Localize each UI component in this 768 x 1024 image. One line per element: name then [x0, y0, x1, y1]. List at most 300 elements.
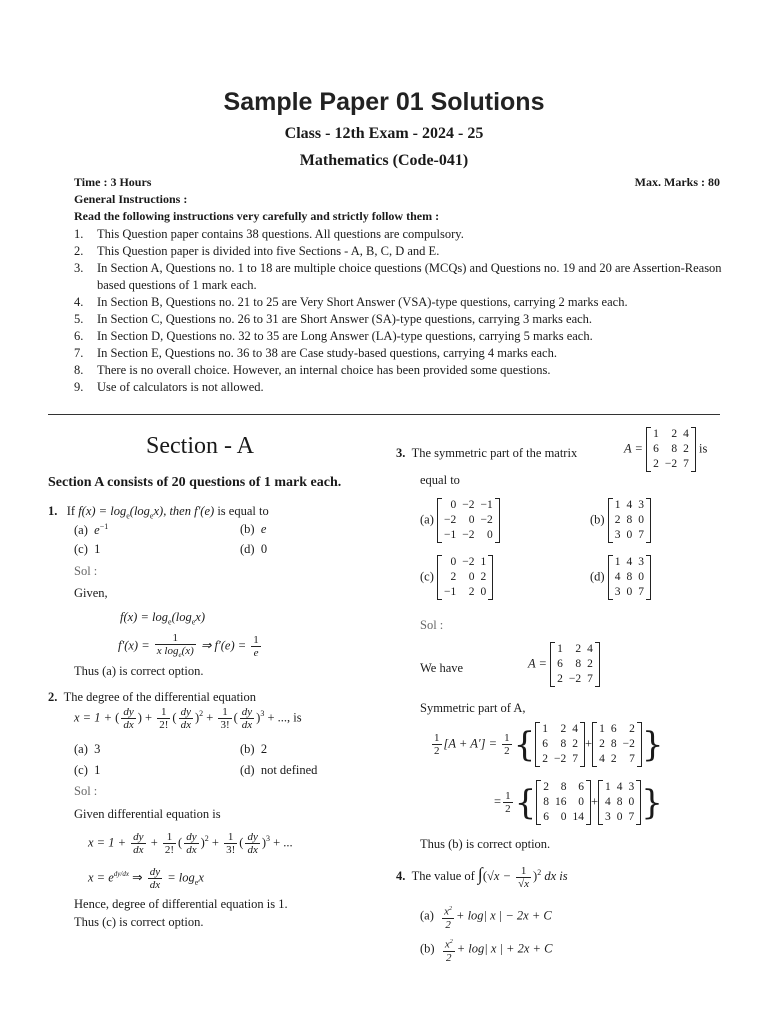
- q2-plus2: +: [206, 710, 214, 725]
- q2-e3-rhs2: x: [198, 870, 204, 885]
- matrix-cell: 8: [616, 796, 623, 808]
- q2-conclusion: Thus (c) is correct option.: [74, 915, 204, 929]
- matrix-cell: 3: [605, 811, 611, 823]
- matrix-cell: 1: [542, 723, 549, 735]
- matrix-cell: −2: [462, 499, 475, 511]
- q2-opt-b-label: (b): [240, 742, 255, 756]
- matrix-cell: 4: [572, 723, 579, 735]
- matrix-cell: 2: [572, 738, 579, 750]
- matrix-cell: 0: [468, 571, 475, 583]
- instruction-item: [74, 260, 724, 294]
- matrix-cell: 14: [572, 811, 584, 823]
- q2-eq-lhs: x = 1 +: [74, 710, 113, 725]
- q1-conclusion: Thus (a) is correct option.: [74, 664, 204, 678]
- q1-eq2-den-b: (x): [181, 645, 194, 657]
- q2-tail: + ..., is: [267, 710, 302, 725]
- matrix-cell: 3: [638, 499, 644, 511]
- matrix-cell: 2: [560, 723, 567, 735]
- matrix-table: [650, 427, 692, 472]
- q2-s-f5-d: dx: [247, 844, 258, 856]
- matrix-cell: 8: [560, 781, 567, 793]
- q1-opt-c-label: (c): [74, 542, 88, 556]
- q3-we-have: We have: [420, 661, 464, 675]
- q3-plus1: +: [585, 736, 593, 751]
- q3-symm: Symmetric part of A,: [420, 701, 526, 715]
- q2-opt-c-val: 1: [94, 763, 101, 777]
- q2-option-c: [74, 763, 100, 778]
- q3-matrix-A: [624, 427, 707, 472]
- instruction-number: 2.: [74, 244, 84, 258]
- matrix-cell: 1: [599, 723, 605, 735]
- q2-s-f3-d: dx: [186, 844, 197, 856]
- matrix-cell: 0: [560, 811, 567, 823]
- matrix-cell: −1: [444, 586, 457, 598]
- q2-f3-n: dy: [180, 706, 191, 718]
- instruction-text: This Question paper is divided into five Sections - A, B, C, D and E.: [97, 244, 440, 258]
- q1-text-a: If: [66, 504, 79, 518]
- q1-opt-a-val: e: [94, 523, 100, 538]
- matrix-cell: 0: [480, 586, 487, 598]
- q4-opt-b-den: 2: [446, 951, 452, 964]
- q2-cube: 3: [260, 709, 265, 719]
- matrix-cell: 8: [560, 738, 567, 750]
- matrix-cell: 7: [638, 586, 644, 598]
- q3-mat-d: [608, 555, 651, 600]
- matrix-cell: 2: [575, 643, 582, 655]
- q2-option-d: [240, 763, 317, 778]
- instruction-text: There is no overall choice. However, an internal choice has been provided some questions.: [97, 363, 551, 377]
- q4-opt-b-expr: + log| x | + 2x + C: [456, 941, 553, 956]
- q1-fx2: (log: [129, 504, 150, 518]
- q3-mat-A2: [535, 722, 585, 767]
- q2-s-lhs: x = 1 +: [88, 835, 127, 850]
- matrix-cell: 2: [653, 458, 659, 470]
- instruction-text: In Section E, Questions no. 36 to 38 are Case study-based questions, carrying 4 marks each.: [97, 346, 557, 360]
- subject-line: Mathematics (Code-041): [299, 152, 469, 169]
- matrix-cell: 4: [616, 781, 623, 793]
- matrix-cell: −2: [444, 514, 457, 526]
- q2-e3-base: e: [108, 870, 114, 885]
- q1-sol-label: Sol :: [74, 564, 98, 578]
- matrix-cell: 0: [626, 529, 633, 541]
- matrix-cell: 1: [480, 556, 487, 568]
- q1-eq2-den-a: x log: [156, 645, 179, 657]
- read-instructions-line: Read the following instructions very carefully and strictly follow them :: [74, 209, 440, 223]
- q3-opt-d-label: (d): [590, 569, 605, 584]
- instruction-number: 8.: [74, 363, 84, 377]
- q3-half1-d: 2: [434, 745, 440, 757]
- instruction-number: 3.: [74, 261, 84, 275]
- matrix-cell: 0: [450, 556, 457, 568]
- q4-opt-b-x: x: [444, 938, 450, 951]
- matrix-cell: 4: [683, 428, 689, 440]
- q3-equal-to: equal to: [420, 473, 460, 487]
- document-title: Sample Paper 01 Solutions: [223, 88, 545, 116]
- q2-opt-d-val: not defined: [260, 763, 318, 777]
- instruction-number: 5.: [74, 312, 84, 326]
- q2-s-cube: 3: [266, 834, 270, 844]
- q3-sol-eq2: [494, 780, 663, 825]
- q2-f2-d: 2!: [159, 719, 169, 731]
- matrix-cell: 8: [671, 443, 678, 455]
- instruction-number: 6.: [74, 329, 84, 343]
- matrix-cell: 0: [578, 796, 584, 808]
- q1-eq2: [118, 632, 263, 661]
- q3-mat-a: [437, 498, 500, 543]
- q1-eq2-den-sub: e: [178, 651, 182, 660]
- matrix-cell: 1: [614, 556, 621, 568]
- instruction-item: [74, 311, 724, 328]
- q2-f1-d: dx: [123, 719, 134, 731]
- q4-number: 4.: [396, 869, 406, 883]
- matrix-cell: 2: [480, 571, 487, 583]
- matrix-cell: −1: [480, 499, 493, 511]
- matrix-cell: 4: [605, 796, 611, 808]
- q4-opt-a-frac: [442, 903, 454, 931]
- q2-s-f3-n: dy: [186, 831, 197, 843]
- q3-brace-open: {: [513, 724, 536, 765]
- q3-half1: [432, 732, 442, 757]
- q4-question: 4. The value of ∫(√x − $\frac{1}{√x}$ )$^2$ dx is: [396, 864, 568, 890]
- q4-frac-n: 1: [516, 865, 531, 878]
- matrix-cell: 0: [616, 811, 623, 823]
- matrix-table: [539, 722, 581, 767]
- q1-eq2-den3: e: [253, 647, 259, 660]
- q3-sol-A-eq: A =: [528, 656, 547, 671]
- q1-fx: f(x) = log: [78, 504, 127, 518]
- q2-opt-a-label: (a): [74, 742, 88, 756]
- matrix-cell: 8: [543, 796, 549, 808]
- matrix-cell: 0: [468, 514, 475, 526]
- matrix-cell: 1: [605, 781, 611, 793]
- q3-brace-close2: }: [641, 782, 663, 823]
- q2-s-f4-n: 1: [224, 831, 237, 844]
- matrix-cell: 2: [543, 781, 549, 793]
- matrix-cell: 16: [554, 796, 567, 808]
- matrix-cell: −1: [444, 529, 457, 541]
- matrix-cell: 6: [578, 781, 584, 793]
- instruction-item: [74, 243, 724, 260]
- q1-given: Given,: [74, 586, 108, 600]
- q2-frac5: [240, 706, 254, 731]
- q3-half2-d: 2: [504, 745, 510, 757]
- q2-hence: Hence, degree of differential equation is 1.: [74, 897, 288, 911]
- q2-e3-f: [148, 866, 162, 891]
- q1-eq2-mid: ⇒ f′(e) =: [200, 638, 247, 653]
- q2-frac4: [218, 706, 231, 731]
- q3-sol-A-body: [550, 642, 600, 687]
- q3-half3-n: 1: [505, 790, 511, 802]
- matrix-cell: 4: [626, 499, 633, 511]
- q1-eq2-frac: [155, 632, 196, 661]
- q4-integral: ∫: [477, 864, 483, 884]
- q2-s-f4-d: 3!: [226, 844, 236, 856]
- instruction-item: [74, 294, 724, 311]
- q4-opt-a-label: (a): [420, 908, 434, 923]
- q3-eq: =: [494, 794, 502, 809]
- matrix-cell: 8: [626, 514, 633, 526]
- matrix-cell: 3: [638, 556, 644, 568]
- q1-option-b: [240, 522, 266, 537]
- instruction-number: 9.: [74, 380, 84, 394]
- q3-number: 3.: [396, 446, 406, 460]
- q2-option-a: [74, 742, 100, 757]
- q2-s-f2-d: 2!: [164, 844, 175, 856]
- matrix-cell: 4: [599, 753, 605, 765]
- instruction-text: In Section A, Questions no. 1 to 18 are multiple choice questions (MCQs) and Questions no. 19 and 20 are Assertion-Reason based questions of 1 mark each.: [97, 261, 722, 292]
- q1-sub-e: e: [126, 511, 130, 521]
- q2-e3-exp-n: dy: [113, 870, 121, 879]
- q3-half1-n: 1: [434, 732, 440, 744]
- matrix-cell: 2: [629, 723, 635, 735]
- instruction-number: 7.: [74, 346, 84, 360]
- matrix-cell: 3: [614, 586, 621, 598]
- q3-sol-eq1: [430, 722, 664, 767]
- q1-opt-d-val: 0: [260, 542, 268, 556]
- q2-sol-label: Sol :: [74, 784, 98, 798]
- q2-f5-d: dx: [241, 719, 253, 731]
- q2-f1-n: dy: [123, 706, 134, 718]
- instruction-text: This Question paper contains 38 questions. All questions are compulsory.: [97, 227, 464, 241]
- q3-is: is: [698, 441, 708, 456]
- q2-number: 2.: [48, 690, 58, 704]
- q2-s-f1-d: dx: [133, 844, 144, 856]
- q3-half2-n: 1: [504, 732, 510, 744]
- q3-mat-sum1: [536, 780, 591, 825]
- matrix-cell: 2: [450, 571, 457, 583]
- matrix-cell: 8: [610, 738, 617, 750]
- matrix-cell: 3: [628, 781, 635, 793]
- matrix-cell: 4: [614, 571, 621, 583]
- q1-eq1-c: x): [195, 610, 205, 624]
- q3-plus2: +: [590, 794, 599, 809]
- q2-option-b: [240, 742, 267, 757]
- q2-e3-sub: e: [194, 877, 199, 887]
- q3-brace-open2: {: [514, 782, 537, 823]
- q1-option-d: [240, 542, 267, 557]
- matrix-cell: 0: [628, 796, 635, 808]
- matrix-cell: 6: [543, 811, 549, 823]
- q1-opt-a-sup: −1: [99, 522, 109, 531]
- instruction-item: [74, 345, 724, 362]
- matrix-cell: 1: [653, 428, 659, 440]
- q2-sol-eq2: [88, 866, 204, 891]
- matrix-cell: −2: [462, 556, 475, 568]
- matrix-cell: 2: [587, 658, 593, 670]
- section-title: Section - A: [146, 433, 254, 459]
- instruction-text: In Section B, Questions no. 21 to 25 are Very Short Answer (VSA)-type questions, carrying 2 marks each.: [97, 295, 628, 309]
- q4-opt-b-frac: [443, 936, 455, 964]
- q2-s-sq: 2: [204, 834, 209, 844]
- q2-e3-lhs: x =: [88, 870, 106, 885]
- q1-eq1-sub: e: [168, 617, 172, 627]
- q3-mat-c: [437, 555, 493, 600]
- q1-eq1-b: (log: [171, 610, 192, 624]
- q1-number: 1.: [48, 504, 58, 518]
- q4-dx-is: dx is: [544, 869, 568, 883]
- matrix-cell: 2: [610, 753, 617, 765]
- q2-f5-n: dy: [241, 706, 253, 718]
- matrix-cell: 0: [638, 514, 644, 526]
- matrix-cell: 3: [614, 529, 621, 541]
- matrix-cell: 2: [468, 586, 475, 598]
- matrix-cell: 6: [542, 738, 549, 750]
- matrix-cell: 6: [557, 658, 563, 670]
- q2-opt-d-label: (d): [240, 763, 255, 777]
- q4-text: The value of: [411, 869, 475, 883]
- q1-eq1-a: f(x) = log: [120, 610, 169, 624]
- max-marks-label: Max. Marks : 80: [634, 175, 720, 189]
- q1-eq2-frac2: [251, 634, 261, 659]
- matrix-cell: 1: [557, 643, 563, 655]
- q1-eq2-den: [155, 645, 196, 661]
- matrix-cell: −2: [664, 458, 678, 470]
- q3-sol-label: Sol :: [420, 618, 444, 632]
- matrix-cell: 4: [626, 556, 633, 568]
- instruction-text: Use of calculators is not allowed.: [97, 380, 264, 394]
- matrix-cell: 0: [626, 586, 633, 598]
- q2-s-f1-n: dy: [133, 831, 144, 843]
- q2-frac3: [179, 706, 193, 731]
- matrix-cell: 7: [629, 753, 635, 765]
- q2-s-plus1: +: [150, 835, 158, 850]
- q3-mat-At: [592, 722, 642, 767]
- instruction-item: [74, 226, 724, 243]
- matrix-cell: 7: [587, 673, 593, 685]
- q1-option-a: [74, 522, 108, 538]
- matrix-cell: 1: [614, 499, 621, 511]
- q3-option-d: [590, 555, 651, 600]
- matrix-cell: 7: [638, 529, 644, 541]
- q1-eq1: [120, 610, 205, 627]
- q3-half2: [502, 732, 512, 757]
- matrix-cell: 0: [638, 571, 644, 583]
- q2-f4-d: 3!: [220, 719, 230, 731]
- q2-e3-exp-d: dx: [122, 870, 129, 879]
- matrix-cell: −2: [462, 529, 475, 541]
- instruction-item: [74, 362, 724, 379]
- q2-f3-d: dx: [180, 719, 191, 731]
- time-label: Time : 3 Hours: [74, 175, 152, 189]
- instruction-text: In Section D, Questions no. 32 to 35 are Long Answer (LA)-type questions, carrying 5 marks each.: [97, 329, 593, 343]
- q2-e3-exp: dy/dx: [113, 870, 129, 879]
- q4-opt-b-frac-n: [443, 936, 455, 952]
- divider: [48, 414, 720, 415]
- matrix-cell: 2: [557, 673, 563, 685]
- matrix-cell: 4: [587, 643, 593, 655]
- q1-sub-e2: e: [149, 511, 154, 521]
- q1-opt-a-label: (a): [74, 523, 88, 538]
- matrix-cell: −2: [480, 514, 493, 526]
- matrix-cell: 0: [487, 529, 493, 541]
- q4-sq: 2: [537, 867, 542, 877]
- q2-s-f5: [245, 831, 259, 856]
- q3-half3: [503, 790, 513, 815]
- q3-text: The symmetric part of the matrix: [411, 446, 578, 460]
- q2-frac1: [121, 706, 135, 731]
- matrix-cell: 7: [683, 458, 689, 470]
- matrix-table: [612, 555, 647, 600]
- q2-opt-a-val: 3: [94, 742, 101, 756]
- q3-half3-d: 2: [505, 803, 511, 815]
- q2-e3-f-d: dx: [149, 879, 161, 891]
- q3-question: [396, 446, 577, 461]
- q2-e3-rhs: = log: [167, 870, 195, 885]
- q4-opt-a-den: 2: [445, 918, 451, 931]
- q2-f4-n: 1: [218, 706, 231, 719]
- q4-frac-d: √x: [518, 877, 530, 890]
- q3-conclusion: Thus (b) is correct option.: [420, 837, 551, 851]
- q2-given: Given differential equation is: [74, 807, 221, 821]
- q1-eq2-num2: 1: [253, 634, 259, 647]
- q4-opt-a-frac-n: [442, 903, 454, 919]
- q2-s-plus2: +: [211, 835, 219, 850]
- q1-opt-b-val: e: [260, 522, 267, 536]
- q2-e3-mid: ⇒: [132, 870, 143, 885]
- q4-opt-a-x: x: [444, 905, 450, 918]
- matrix-cell: −2: [622, 738, 635, 750]
- q4-frac: [516, 865, 531, 890]
- instruction-number: 4.: [74, 295, 84, 309]
- matrix-table: [441, 555, 489, 600]
- q3-option-b: [590, 498, 651, 543]
- class-line: Class - 12th Exam - 2024 - 25: [284, 125, 484, 142]
- q1-text-b: is equal to: [214, 504, 269, 518]
- q2-s-f2-n: 1: [163, 831, 176, 844]
- q2-text: The degree of the differential equation: [63, 690, 257, 704]
- q2-s-f1: [131, 831, 145, 856]
- q1-opt-c-val: 1: [94, 542, 101, 556]
- q1-fpe: f′(e): [194, 504, 215, 518]
- q3-option-a: [420, 498, 500, 543]
- instruction-number: 1.: [74, 227, 84, 241]
- q4-opt-a-sup: 2: [449, 906, 453, 912]
- q2-opt-c-label: (c): [74, 763, 88, 777]
- q2-question: [48, 690, 256, 705]
- instructions-list: [74, 226, 724, 396]
- q2-equation: x = 1 + ( $\frac{dy}{dx}$ ) + $\frac{1}{2!}$ ( $\frac{dy}{dx}$ )$^2$ + $\frac{1}{3!}$ ( $\frac{dy}{dx}$ )$^3$ + ..., is: [74, 706, 302, 731]
- q3-option-c: [420, 555, 493, 600]
- matrix-cell: 2: [671, 428, 678, 440]
- q3-mat-sum2: [598, 780, 641, 825]
- q1-eq1-sub2: e: [191, 617, 196, 627]
- q1-fx3: x), then: [153, 504, 195, 518]
- matrix-cell: 7: [628, 811, 635, 823]
- q1-question: [48, 504, 269, 521]
- matrix-table: [441, 498, 496, 543]
- instruction-item: [74, 379, 724, 396]
- matrix-table: [612, 498, 647, 543]
- q2-sol-eq1: x = 1 + $\frac{dy}{dx}$ + $\frac{1}{2!}$ ( $\frac{dy}{dx}$ )$^2$ + $\frac{1}{3!}$ ( $\frac{dy}{dx}$ )$^3$ + ...: [88, 831, 293, 856]
- general-instructions-heading: General Instructions :: [74, 192, 188, 206]
- q3-AAt: [A + A′] =: [443, 736, 498, 751]
- q2-e3-f-n: dy: [149, 866, 161, 878]
- q2-s-tail: + ...: [273, 835, 293, 850]
- q4-opt-a-expr: + log| x | − 2x + C: [456, 908, 552, 923]
- matrix-cell: 6: [610, 723, 617, 735]
- matrix-cell: 8: [575, 658, 582, 670]
- q3-opt-a-label: (a): [420, 512, 434, 527]
- q4-opt-b-label: (b): [420, 941, 435, 956]
- instruction-item: [74, 328, 724, 345]
- matrix-table: [602, 780, 637, 825]
- q3-matrix-A-body: [646, 427, 696, 472]
- q3-sol-matrix-A: [528, 642, 600, 687]
- matrix-cell: 0: [450, 499, 457, 511]
- matrix-table: [596, 722, 638, 767]
- q3-opt-c-label: (c): [420, 569, 434, 584]
- q3-opt-b-label: (b): [590, 512, 605, 527]
